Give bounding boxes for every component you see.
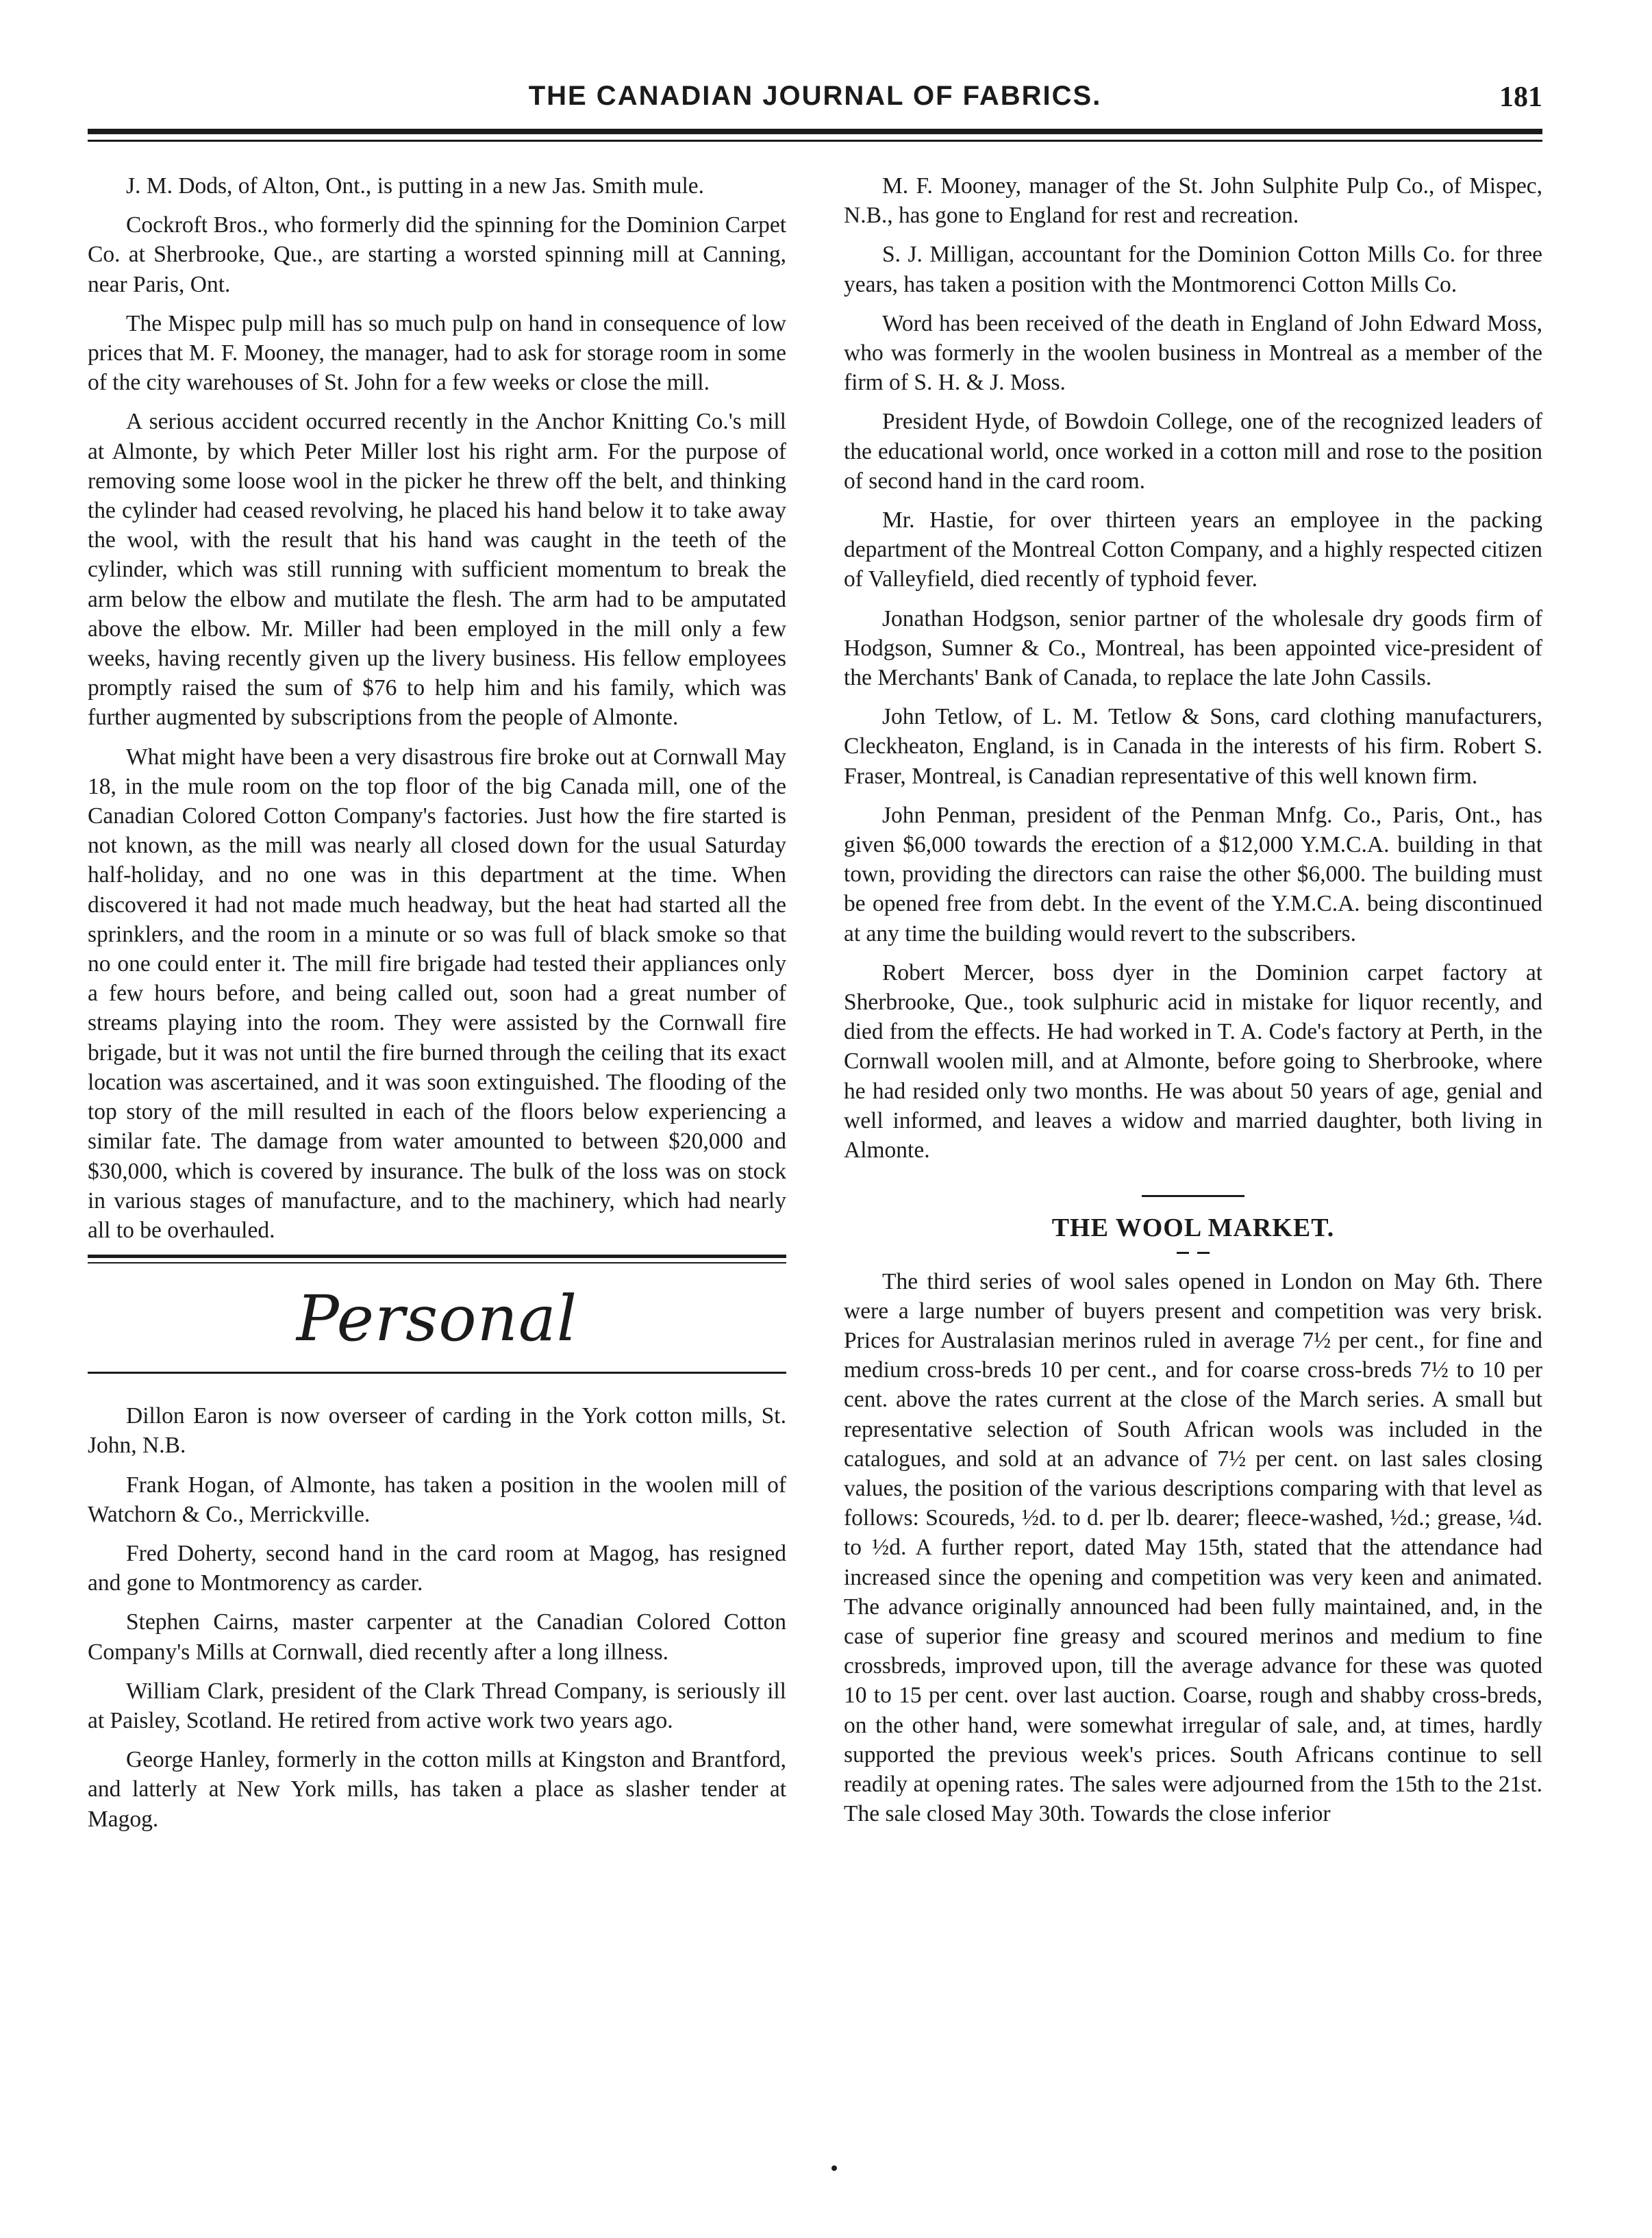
personal-paragraph: Mr. Hastie, for over thirteen years an employee in the packing department of the Montreal Cotton Company, and a highly respected citizen of Valleyfield, died recently of typhoid fever.	[844, 507, 1542, 592]
section-rule-thick	[88, 1255, 786, 1258]
personal-paragraph: Robert Mercer, boss dyer in the Dominion carpet factory at Sherbrooke, Que., took sulphuric acid in mistake for liquor recently, and died from the effects. He had worked in T. A. Code's factory at Perth, in the Cornwall woolen mill, and at Almonte, before going to Sherbrooke, where he had resided only two months. He was about 50 years of age, genial and well informed, and leaves a widow and married daughter, both living in Almonte.	[844, 959, 1542, 1164]
news-paragraph: J. M. Dods, of Alton, Ont., is putting in a new Jas. Smith mule.	[126, 173, 705, 199]
news-paragraph: What might have been a very disastrous fire broke out at Cornwall May 18, in the mule room on the top floor of the big Canada mill, one of the Canadian Colored Cotton Company's factories. Just how the fire started is not known, as the mill was nearly all closed down for the usual Saturday half-holiday, and no one was in this department at the time. When discovered it had not made much headway, but the heat had started all the sprinklers, and the room in a minute or so was full of black smoke so that no one could enter it. The mill fire brigade had tested their appliances only a few hours before, and being called out, soon had a great number of streams playing into the room. They were assisted by the Cornwall fire brigade, but it was not until the fire burned through the ceiling that its exact location was ascertained, and it was soon extinguished. The flooding of the top story of the mill resulted in each of the floors below experiencing a similar fate. The damage from water amounted to between $20,000 and $30,000, which is covered by insurance. The bulk of the loss was on stock in various stages of manufacture, and to the machinery, which had nearly all to be overhauled.	[88, 744, 786, 1243]
personal-paragraph: William Clark, president of the Clark Thread Company, is seriously ill at Paisley, Scotland. He retired from active work two years ago.	[88, 1678, 786, 1733]
personal-paragraph: Jonathan Hodgson, senior partner of the wholesale dry goods firm of Hodgson, Sumner & Co., Montreal, has been appointed vice-president of the Merchants' Bank of Canada, to replace the late John Cassils.	[844, 605, 1542, 691]
running-head	[88, 81, 1542, 129]
left-column	[88, 171, 786, 1844]
news-paragraph: Cockroft Bros., who formerly did the spinning for the Dominion Carpet Co. at Sherbrooke, Que., are starting a worsted spinning mill at Canning, near Paris, Ont.	[88, 212, 786, 297]
page-number: 181	[1499, 81, 1542, 113]
personal-paragraph: John Tetlow, of L. M. Tetlow & Sons, card clothing manufacturers, Cleckheaton, England, is in Canada in the interests of his firm. Robert S. Fraser, Montreal, is Canadian representative of this well known firm.	[844, 704, 1542, 789]
wool-market-paragraph: The third series of wool sales opened in London on May 6th. There were a large number of buyers present and competition was very brisk. Prices for Australasian merinos ruled in average 7½ per cent., for fine and medium cross-breds 10 per cent., and for coarse cross-breds 7½ to 10 per cent. above the rates current at the close of the March series. A small but representative selection of South African wools was included in the catalogues, and sold at an advance of 7½ per cent. on last sales closing values, the position of the various descriptions comparing with that level as follows: Scoureds, ½d. to d. per lb. dearer; fleece-washed, ½d.; grease, ¼d. to ½d. A further report, dated May 15th, stated that the attendance had increased since the opening and competition was very keen and animated. The advance originally announced had been fully maintained, and, in the case of superior fine greasy and scoured merinos and medium to fine crossbreds, improved upon, till the average advance for these was quoted 10 to 15 per cent. over last auction. Coarse, rough and shabby cross-breds, on the other hand, were somewhat irregular of sale, and, at times, hardly supported the previous week's prices. South Africans continue to sell readily at opening rates. The sales were adjourned from the 15th to the 21st. The sale closed May 30th. Towards the close inferior	[844, 1268, 1542, 1827]
section-rule-thin	[88, 1262, 786, 1263]
personal-paragraph: George Hanley, formerly in the cotton mills at Kingston and Brantford, and latterly at New York mills, has taken a place as slasher tender at Magog.	[88, 1747, 786, 1832]
personal-paragraph: M. F. Mooney, manager of the St. John Sulphite Pulp Co., of Mispec, N.B., has gone to England for rest and recreation.	[844, 173, 1542, 229]
personal-paragraph: President Hyde, of Bowdoin College, one of the recognized leaders of the educational world, once worked in a cotton mill and rose to the position of second hand in the card room.	[844, 409, 1542, 494]
section-rule-bottom	[88, 1372, 786, 1374]
header-rule-thin	[88, 140, 1542, 142]
news-paragraph: The Mispec pulp mill has so much pulp on hand in consequence of low prices that M. F. Mooney, the manager, had to ask for storage room in some of the city warehouses of St. John for a few weeks or close the mill.	[88, 310, 786, 396]
personal-paragraph: Dillon Earon is now overseer of carding in the York cotton mills, St. John, N.B.	[88, 1403, 786, 1459]
header-rule-thick	[88, 129, 1542, 134]
personal-paragraph: Word has been received of the death in England of John Edward Moss, who was formerly in the woolen business in Montreal as a member of the firm of S. H. & J. Moss.	[844, 310, 1542, 396]
wool-market-heading: THE WOOL MARKET.	[1051, 1214, 1335, 1243]
personal-paragraph: S. J. Milligan, accountant for the Dominion Cotton Mills Co. for three years, has taken a position with the Montmorenci Cotton Mills Co.	[844, 242, 1542, 297]
personal-section-heading: Personal	[296, 1282, 578, 1356]
journal-title: THE CANADIAN JOURNAL OF FABRICS.	[528, 81, 1102, 111]
personal-paragraph: Fred Doherty, second hand in the card room at Magog, has resigned and gone to Montmorency as carder.	[88, 1540, 786, 1596]
right-column	[844, 171, 1542, 1838]
news-paragraph: A serious accident occurred recently in the Anchor Knitting Co.'s mill at Almonte, by which Peter Miller lost his right arm. For the purpose of removing some loose wool in the picker he threw off the belt, and thinking the cylinder had ceased revolving, he placed his hand below it to take away the wool, with the result that his hand was caught in the teeth of the cylinder, which was still running with sufficient momentum to break the arm below the elbow and mutilate the flesh. The arm had to be amputated above the elbow. Mr. Miller had been employed in the mill only a few weeks, having recently given up the livery business. His fellow employees promptly raised the sum of $76 to help him and his family, which was further augmented by subscriptions from the people of Almonte.	[88, 409, 786, 731]
personal-paragraph: Frank Hogan, of Almonte, has taken a position in the woolen mill of Watchorn & Co., Merrickville.	[88, 1472, 786, 1527]
print-speck	[831, 2165, 838, 2172]
heading-ornament	[844, 1244, 1542, 1261]
personal-paragraph: Stephen Cairns, master carpenter at the Canadian Colored Cotton Company's Mills at Cornwall, died recently after a long illness.	[88, 1609, 786, 1665]
personal-paragraph: John Penman, president of the Penman Mnfg. Co., Paris, Ont., has given $6,000 towards the erection of a $12,000 Y.M.C.A. building in that town, providing the directors can raise the other $6,000. The building must be opened free from debt. In the event of the Y.M.C.A. being discontinued at any time the building would revert to the subscribers.	[844, 802, 1542, 946]
short-divider	[1142, 1195, 1244, 1197]
